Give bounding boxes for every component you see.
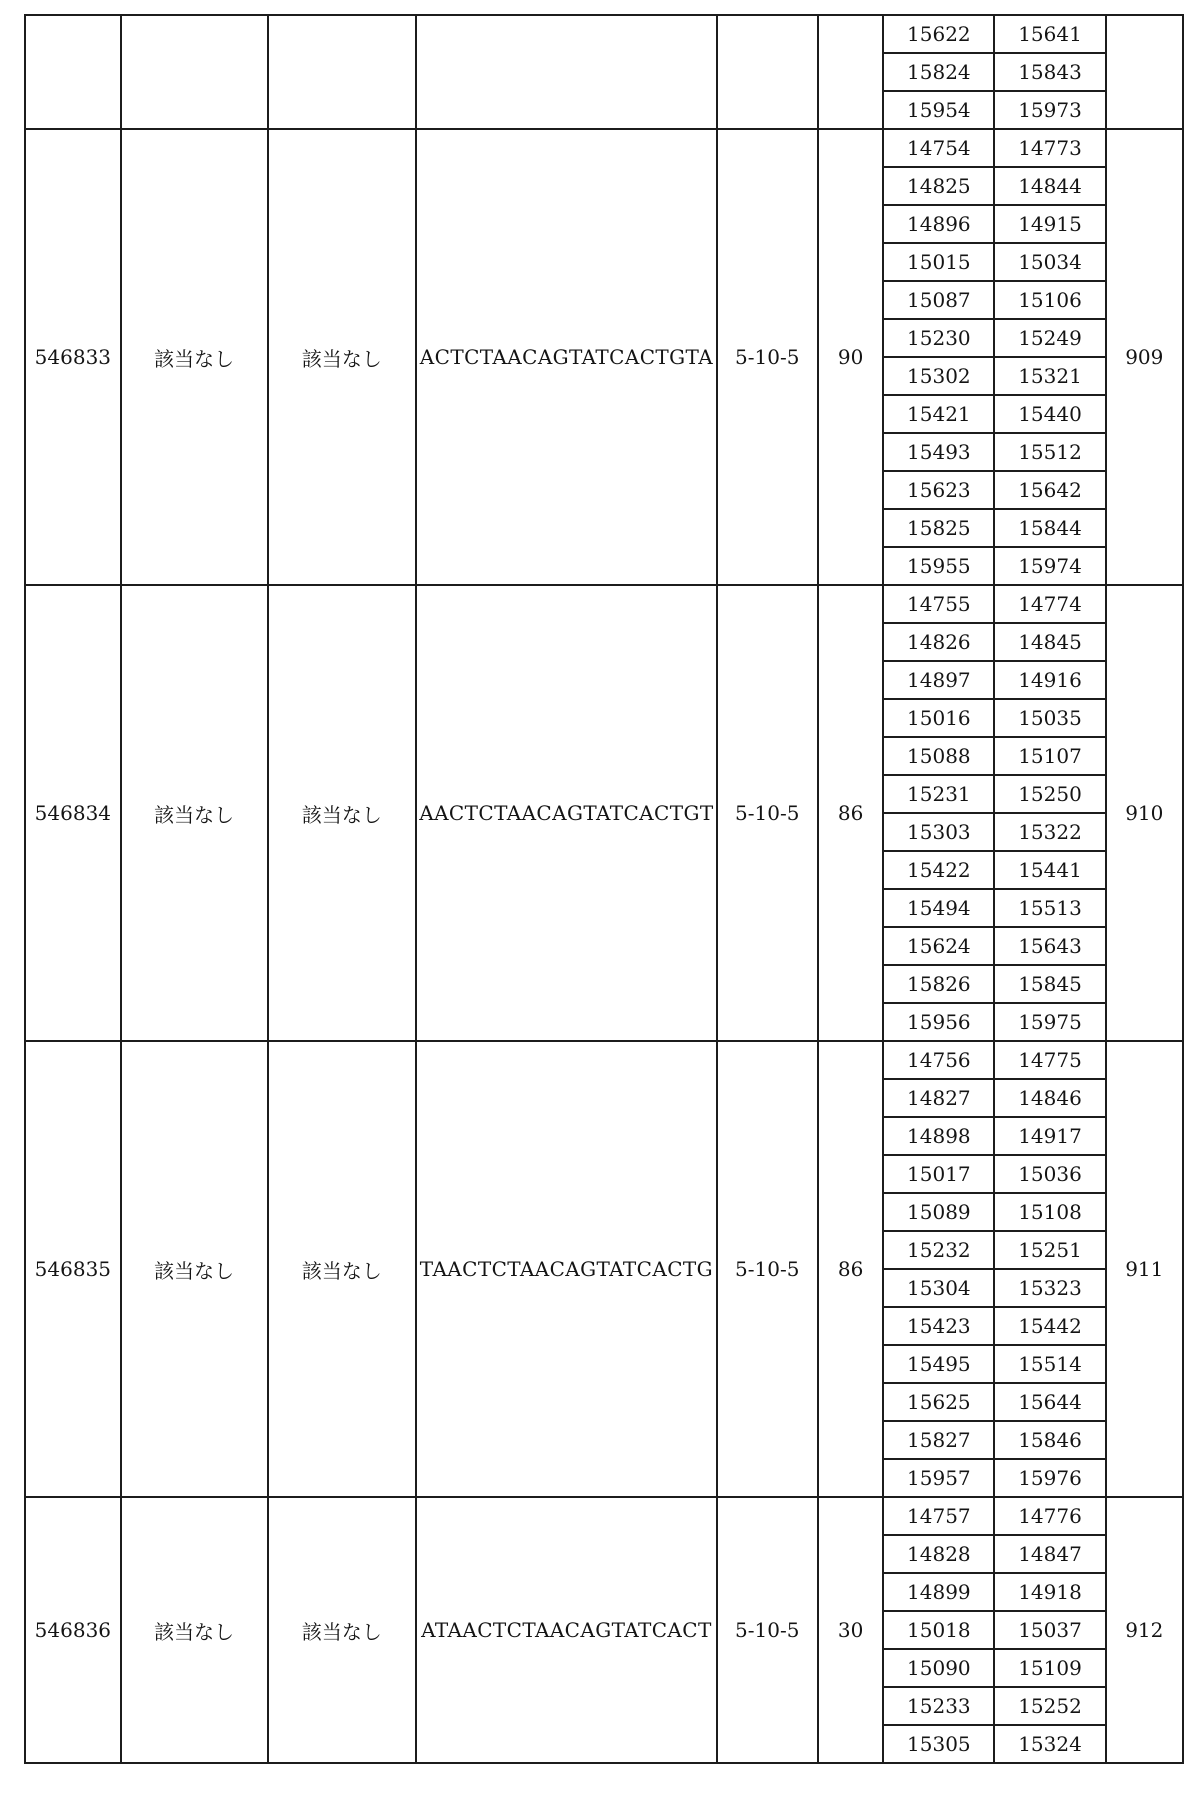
na-cell-1 xyxy=(121,15,268,129)
start-pos-cell: 14897 xyxy=(883,661,994,699)
na-cell-1: 該当なし xyxy=(121,1497,268,1763)
end-pos-cell: 14776 xyxy=(994,1497,1105,1535)
start-pos-cell: 15087 xyxy=(883,281,994,319)
end-pos-cell: 15513 xyxy=(994,889,1105,927)
end-pos-cell: 15037 xyxy=(994,1611,1105,1649)
seq-id-cell: 911 xyxy=(1106,1041,1183,1497)
end-pos-cell: 15512 xyxy=(994,433,1105,471)
table-row xyxy=(25,585,1183,623)
start-pos-cell: 15018 xyxy=(883,1611,994,1649)
end-pos-cell: 14917 xyxy=(994,1117,1105,1155)
start-pos-cell: 15826 xyxy=(883,965,994,1003)
na-cell-2: 該当なし xyxy=(268,1041,417,1497)
table-row xyxy=(25,1497,1183,1535)
na-cell-2: 該当なし xyxy=(268,129,417,585)
end-pos-cell: 15442 xyxy=(994,1307,1105,1345)
end-pos-cell: 15106 xyxy=(994,281,1105,319)
end-pos-cell: 15974 xyxy=(994,547,1105,585)
start-pos-cell: 15825 xyxy=(883,509,994,547)
start-pos-cell: 15955 xyxy=(883,547,994,585)
motif-cell: 5-10-5 xyxy=(717,129,818,585)
start-pos-cell: 15017 xyxy=(883,1155,994,1193)
end-pos-cell: 15441 xyxy=(994,851,1105,889)
start-pos-cell: 15016 xyxy=(883,699,994,737)
start-pos-cell: 15957 xyxy=(883,1459,994,1497)
end-pos-cell: 14845 xyxy=(994,623,1105,661)
end-pos-cell: 15108 xyxy=(994,1193,1105,1231)
start-pos-cell: 15232 xyxy=(883,1231,994,1269)
end-pos-cell: 14918 xyxy=(994,1573,1105,1611)
start-pos-cell: 15230 xyxy=(883,319,994,357)
start-pos-cell: 15625 xyxy=(883,1383,994,1421)
table-row xyxy=(25,15,1183,53)
end-pos-cell: 14915 xyxy=(994,205,1105,243)
start-pos-cell: 14826 xyxy=(883,623,994,661)
na-cell-1: 該当なし xyxy=(121,585,268,1041)
value-cell xyxy=(818,15,883,129)
end-pos-cell: 15250 xyxy=(994,775,1105,813)
motif-cell: 5-10-5 xyxy=(717,585,818,1041)
sequence-cell: ATAACTCTAACAGTATCACT xyxy=(416,1497,716,1763)
end-pos-cell: 14774 xyxy=(994,585,1105,623)
value-cell: 90 xyxy=(818,129,883,585)
end-pos-cell: 15644 xyxy=(994,1383,1105,1421)
motif-cell xyxy=(717,15,818,129)
sequence-table xyxy=(24,14,1184,1764)
na-cell-2: 該当なし xyxy=(268,1497,417,1763)
end-pos-cell: 14846 xyxy=(994,1079,1105,1117)
start-pos-cell: 15494 xyxy=(883,889,994,927)
end-pos-cell: 15107 xyxy=(994,737,1105,775)
end-pos-cell: 14844 xyxy=(994,167,1105,205)
start-pos-cell: 15089 xyxy=(883,1193,994,1231)
end-pos-cell: 15975 xyxy=(994,1003,1105,1041)
sequence-cell: ACTCTAACAGTATCACTGTA xyxy=(416,129,716,585)
na-cell-2: 該当なし xyxy=(268,585,417,1041)
end-pos-cell: 15973 xyxy=(994,91,1105,129)
end-pos-cell: 15844 xyxy=(994,509,1105,547)
start-pos-cell: 15233 xyxy=(883,1687,994,1725)
id-cell: 546834 xyxy=(25,585,121,1041)
sequence-cell xyxy=(416,15,716,129)
start-pos-cell: 14828 xyxy=(883,1535,994,1573)
end-pos-cell: 15514 xyxy=(994,1345,1105,1383)
motif-cell: 5-10-5 xyxy=(717,1041,818,1497)
end-pos-cell: 15845 xyxy=(994,965,1105,1003)
end-pos-cell: 14773 xyxy=(994,129,1105,167)
id-cell: 546833 xyxy=(25,129,121,585)
seq-id-cell: 909 xyxy=(1106,129,1183,585)
end-pos-cell: 15642 xyxy=(994,471,1105,509)
start-pos-cell: 15493 xyxy=(883,433,994,471)
na-cell-2 xyxy=(268,15,417,129)
start-pos-cell: 15824 xyxy=(883,53,994,91)
start-pos-cell: 14757 xyxy=(883,1497,994,1535)
seq-id-cell xyxy=(1106,15,1183,129)
table-body xyxy=(25,15,1183,1763)
start-pos-cell: 14899 xyxy=(883,1573,994,1611)
value-cell: 86 xyxy=(818,1041,883,1497)
start-pos-cell: 15302 xyxy=(883,357,994,395)
start-pos-cell: 14896 xyxy=(883,205,994,243)
end-pos-cell: 15643 xyxy=(994,927,1105,965)
start-pos-cell: 15088 xyxy=(883,737,994,775)
table-row xyxy=(25,1041,1183,1079)
start-pos-cell: 15495 xyxy=(883,1345,994,1383)
sequence-cell: AACTCTAACAGTATCACTGT xyxy=(416,585,716,1041)
end-pos-cell: 15109 xyxy=(994,1649,1105,1687)
start-pos-cell: 15015 xyxy=(883,243,994,281)
end-pos-cell: 15321 xyxy=(994,357,1105,395)
na-cell-1: 該当なし xyxy=(121,129,268,585)
end-pos-cell: 15252 xyxy=(994,1687,1105,1725)
end-pos-cell: 15324 xyxy=(994,1725,1105,1763)
id-cell xyxy=(25,15,121,129)
end-pos-cell: 15323 xyxy=(994,1269,1105,1307)
table-row xyxy=(25,129,1183,167)
end-pos-cell: 15322 xyxy=(994,813,1105,851)
start-pos-cell: 15622 xyxy=(883,15,994,53)
end-pos-cell: 15034 xyxy=(994,243,1105,281)
value-cell: 86 xyxy=(818,585,883,1041)
end-pos-cell: 15846 xyxy=(994,1421,1105,1459)
start-pos-cell: 14754 xyxy=(883,129,994,167)
start-pos-cell: 14756 xyxy=(883,1041,994,1079)
seq-id-cell: 910 xyxy=(1106,585,1183,1041)
end-pos-cell: 15641 xyxy=(994,15,1105,53)
end-pos-cell: 15035 xyxy=(994,699,1105,737)
start-pos-cell: 15423 xyxy=(883,1307,994,1345)
na-cell-1: 該当なし xyxy=(121,1041,268,1497)
seq-id-cell: 912 xyxy=(1106,1497,1183,1763)
end-pos-cell: 15249 xyxy=(994,319,1105,357)
end-pos-cell: 15251 xyxy=(994,1231,1105,1269)
value-cell: 30 xyxy=(818,1497,883,1763)
end-pos-cell: 15036 xyxy=(994,1155,1105,1193)
motif-cell: 5-10-5 xyxy=(717,1497,818,1763)
end-pos-cell: 14847 xyxy=(994,1535,1105,1573)
start-pos-cell: 14898 xyxy=(883,1117,994,1155)
start-pos-cell: 15303 xyxy=(883,813,994,851)
start-pos-cell: 15422 xyxy=(883,851,994,889)
start-pos-cell: 15090 xyxy=(883,1649,994,1687)
start-pos-cell: 15827 xyxy=(883,1421,994,1459)
end-pos-cell: 15976 xyxy=(994,1459,1105,1497)
end-pos-cell: 15843 xyxy=(994,53,1105,91)
start-pos-cell: 15231 xyxy=(883,775,994,813)
id-cell: 546835 xyxy=(25,1041,121,1497)
end-pos-cell: 14775 xyxy=(994,1041,1105,1079)
start-pos-cell: 15624 xyxy=(883,927,994,965)
start-pos-cell: 15421 xyxy=(883,395,994,433)
end-pos-cell: 14916 xyxy=(994,661,1105,699)
end-pos-cell: 15440 xyxy=(994,395,1105,433)
start-pos-cell: 15954 xyxy=(883,91,994,129)
start-pos-cell: 14827 xyxy=(883,1079,994,1117)
start-pos-cell: 14755 xyxy=(883,585,994,623)
start-pos-cell: 14825 xyxy=(883,167,994,205)
id-cell: 546836 xyxy=(25,1497,121,1763)
start-pos-cell: 15305 xyxy=(883,1725,994,1763)
start-pos-cell: 15304 xyxy=(883,1269,994,1307)
start-pos-cell: 15956 xyxy=(883,1003,994,1041)
start-pos-cell: 15623 xyxy=(883,471,994,509)
sequence-cell: TAACTCTAACAGTATCACTG xyxy=(416,1041,716,1497)
